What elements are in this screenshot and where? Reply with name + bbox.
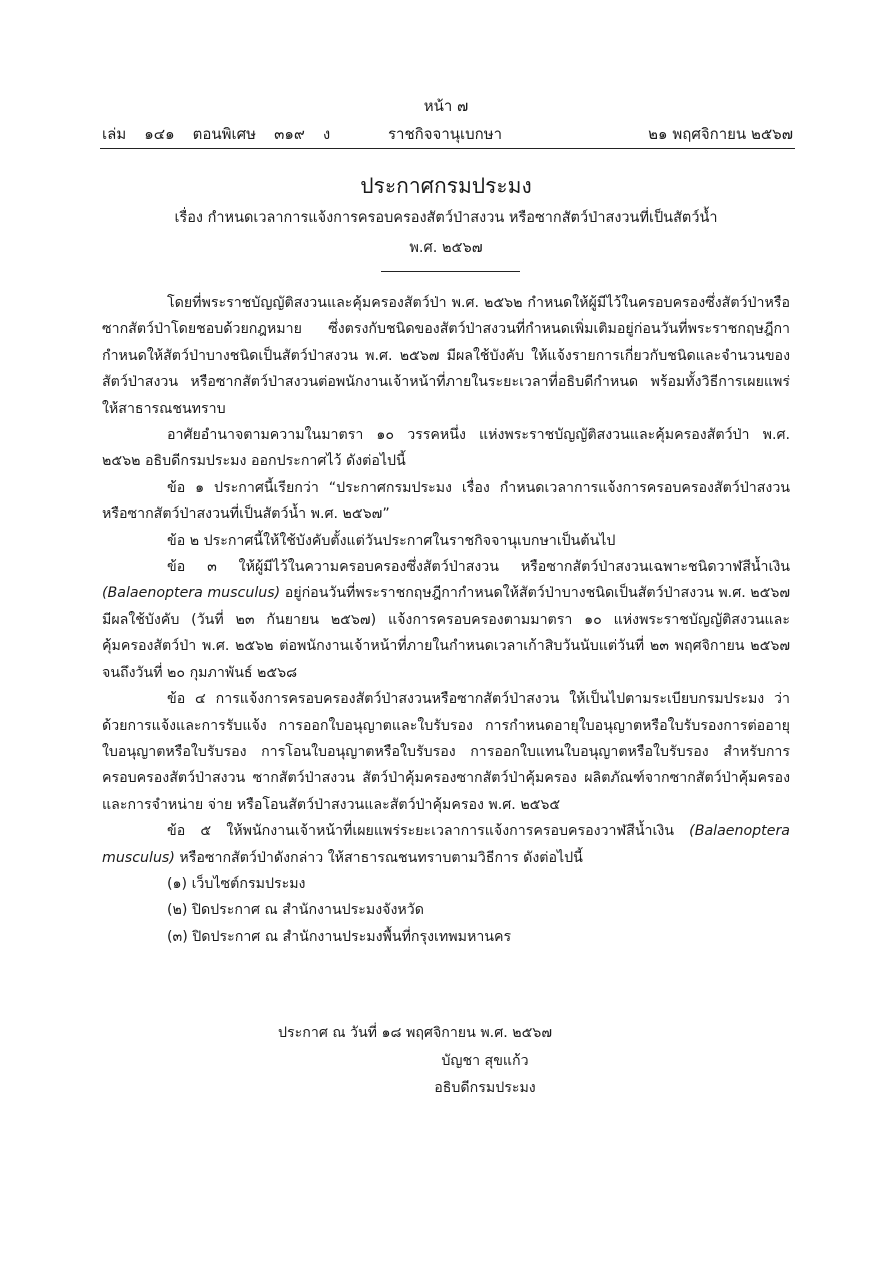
volume-number: ๑๔๑: [144, 125, 175, 143]
volume-label: เล่ม: [102, 125, 127, 143]
paragraph-authority: อาศัยอำนาจตามความในมาตรา ๑๐ วรรคหนึ่ง แห่งพระราชบัญญัติสงวนและคุ้มครองสัตว์ป่า พ.ศ. ๒๕๖๒ อธิบดีกรมประมง ออกประกาศไว้ ดังต่อไปนี้: [102, 427, 790, 470]
signatory-name: บัญชา สุขแก้ว: [441, 1053, 529, 1069]
list-item: (๓) ปิดประกาศ ณ สำนักงานประมงพื้นที่กรุงเทพมหานคร: [167, 928, 512, 945]
clause-3: [102, 554, 790, 686]
clause-5-part-b: หรือซากสัตว์ป่าดังกล่าว ให้สาธารณชนทราบตามวิธีการ ดังต่อไปนี้: [179, 849, 583, 866]
clause-2: ข้อ ๒ ประกาศนี้ให้ใช้บังคับตั้งแต่วันประกาศในราชกิจจานุเบกษาเป็นต้นไป: [167, 532, 616, 549]
list-item: (๑) เว็บไซต์กรมประมง: [167, 875, 306, 892]
list-item: (๒) ปิดประกาศ ณ สำนักงานประมงจังหวัด: [167, 902, 424, 919]
title-divider: [381, 271, 520, 272]
paragraph-preamble: โดยที่พระราชบัญญัติสงวนและคุ้มครองสัตว์ป่า พ.ศ. ๒๕๖๒ กำหนดให้ผู้มีไว้ในครอบครองซึ่งสัตว์ป่าหรือซากสัตว์ป่าโดยชอบด้วยกฎหมาย ซึ่งตรงกับชนิดของสัตว์ป่าสงวนที่กำหนดเพิ่มเติมอยู่ก่อนวันที่พระราชกฤษฎีกากำหนดให้สัตว์ป่าบางชนิดเป็นสัตว์ป่าสงวน พ.ศ. ๒๕๖๗ มีผลใช้บังคับ ให้แจ้งรายการเกี่ยวกับชนิดและจำนวนของสัตว์ป่าสงวน หรือซากสัตว์ป่าสงวนต่อพนักงานเจ้าหน้าที่ภายในระยะเวลาที่อธิบดีกำหนด พร้อมทั้งวิธีการเผยแพร่ให้สาธารณชนทราบ: [102, 295, 790, 417]
clause-3-part-a: ข้อ ๓ ให้ผู้มีไว้ในความครอบครองซึ่งสัตว์ป่าสงวน หรือซากสัตว์ป่าสงวนเฉพาะชนิดวาฬสีน้ำเงิน: [167, 559, 790, 576]
clause-3-species: (Balaenoptera musculus): [102, 585, 281, 602]
clause-4: ข้อ ๔ การแจ้งการครอบครองสัตว์ป่าสงวนหรือซากสัตว์ป่าสงวน ให้เป็นไปตามระเบียบกรมประมง ว่าด้วยการแจ้งและการรับแจ้ง การออกใบอนุญาตและใบรับรอง การกำหนดอายุใบอนุญาตหรือใบรับรองการต่ออายุใบอนุญาตหรือใบรับรอง การโอนใบอนุญาตหรือใบรับรอง การออกใบแทนใบอนุญาตหรือใบรับรอง สำหรับการครอบครองสัตว์ป่าสงวน ซากสัตว์ป่าสงวน สัตว์ป่าคุ้มครองซากสัตว์ป่าคุ้มครอง ผลิตภัณฑ์จากซากสัตว์ป่าคุ้มครอง และการจำหน่าย จ่าย หรือโอนสัตว์ป่าสงวนและสัตว์ป่าคุ้มครอง พ.ศ. ๒๕๖๕: [102, 691, 790, 813]
document-subject: เรื่อง กำหนดเวลาการแจ้งการครอบครองสัตว์ป่าสงวน หรือซากสัตว์ป่าสงวนที่เป็นสัตว์น้ำ: [174, 210, 718, 226]
document-title: ประกาศกรมประมง: [360, 174, 532, 198]
clause-1: ข้อ ๑ ประกาศนี้เรียกว่า “ประกาศกรมประมง เรื่อง กำหนดเวลาการแจ้งการครอบครองสัตว์ป่าสงวน หรือซากสัตว์ป่าสงวนที่เป็นสัตว์น้ำ พ.ศ. ๒๕๖๗”: [102, 479, 790, 523]
issue-number: ๓๑๙: [274, 125, 305, 143]
clause-3-part-b: อยู่ก่อนวันที่พระราชกฤษฎีกากำหนดให้สัตว์ป่าบางชนิดเป็นสัตว์ป่าสงวน พ.ศ. ๒๕๖๗ มีผลใช้บังคับ (วันที่ ๒๓ กันยายน ๒๕๖๗) แจ้งการครอบครองตามมาตรา ๑๐ แห่งพระราชบัญญัติสงวนและคุ้มครองสัตว์ป่า พ.ศ. ๒๕๖๒ ต่อพนักงานเจ้าหน้าที่ภายในกำหนดเวลาเก้าสิบวันนับแต่วันที่ ๒๓ พฤศจิกายน ๒๕๖๗ จนถึงวันที่ ๒๐ กุมภาพันธ์ ๒๕๖๘: [102, 585, 790, 681]
document-body: [102, 290, 790, 950]
page-number: หน้า ๗: [423, 97, 469, 115]
gazette-header: [100, 122, 795, 149]
signatory-position: อธิบดีกรมประมง: [434, 1080, 536, 1096]
clause-5-part-a: ข้อ ๕ ให้พนักงานเจ้าหน้าที่เผยแพร่ระยะเวลาการแจ้งการครอบครองวาฬสีน้ำเงิน: [167, 823, 674, 840]
publication-name: ราชกิจจานุเบกษา: [388, 125, 503, 143]
clause-5: [102, 818, 790, 871]
volume-info: [102, 122, 330, 146]
issue-label: ตอนพิเศษ: [192, 125, 257, 143]
publication-date: ๒๑ พฤศจิกายน ๒๕๖๗: [648, 125, 793, 143]
document-subject-year: พ.ศ. ๒๕๖๗: [409, 240, 483, 256]
announcement-date: ประกาศ ณ วันที่ ๑๘ พฤศจิกายน พ.ศ. ๒๕๖๗: [278, 1025, 552, 1041]
issue-section: ง: [322, 125, 331, 143]
clause-5-species: (Balaenoptera musculus): [102, 823, 790, 866]
